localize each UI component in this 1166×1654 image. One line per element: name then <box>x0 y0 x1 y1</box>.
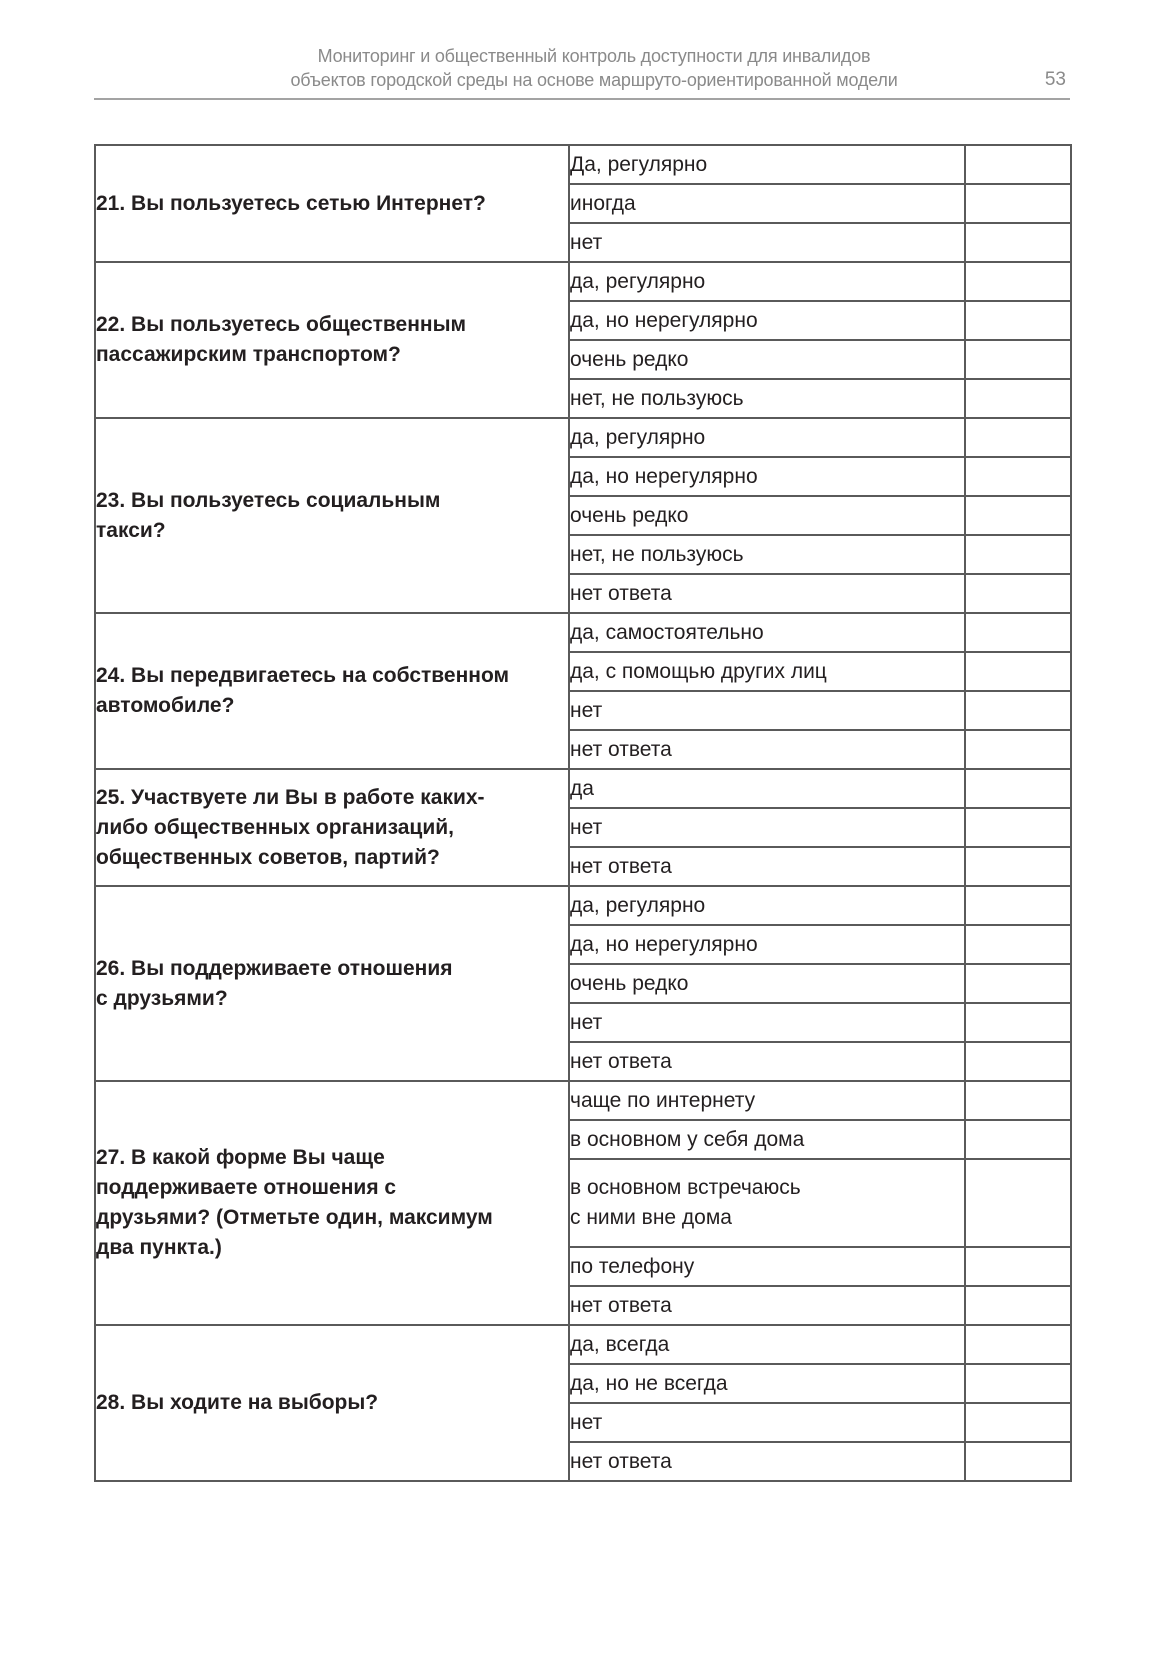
answer-option: нет <box>569 808 965 847</box>
question-22: 22. Вы пользуетесь общественным пассажирским транспортом? <box>95 262 569 418</box>
answer-mark-cell[interactable] <box>965 1042 1071 1081</box>
answer-option: очень редко <box>569 496 965 535</box>
answer-option: очень редко <box>569 340 965 379</box>
table-row <box>95 1081 1071 1120</box>
answer-option: нет ответа <box>569 847 965 886</box>
question-27: 27. В какой форме Вы чаще поддерживаете отношения с друзьями? (Отметьте один, максимум два пункта.) <box>95 1081 569 1325</box>
question-28: 28. Вы ходите на выборы? <box>95 1325 569 1481</box>
answer-mark-cell[interactable] <box>965 340 1071 379</box>
running-head-title <box>244 44 944 92</box>
answer-option: да, но нерегулярно <box>569 457 965 496</box>
answer-mark-cell[interactable] <box>965 574 1071 613</box>
answer-mark-cell[interactable] <box>965 1120 1071 1159</box>
answer-option: да, но нерегулярно <box>569 301 965 340</box>
question-24: 24. Вы передвигаетесь на собственном автомобиле? <box>95 613 569 769</box>
answer-mark-cell[interactable] <box>965 535 1071 574</box>
answer-mark-cell[interactable] <box>965 808 1071 847</box>
answer-mark-cell[interactable] <box>965 301 1071 340</box>
answer-option: в основном у себя дома <box>569 1120 965 1159</box>
running-head-title-line2: объектов городской среды на основе маршруто-ориентированной модели <box>290 70 898 90</box>
answer-option: в основном встречаюсь с ними вне дома <box>569 1159 965 1247</box>
answer-option: да <box>569 769 965 808</box>
answer-mark-cell[interactable] <box>965 379 1071 418</box>
header-rule <box>94 98 1070 100</box>
answer-mark-cell[interactable] <box>965 1325 1071 1364</box>
questionnaire-table <box>94 144 1072 1482</box>
answer-option: да, регулярно <box>569 262 965 301</box>
answer-option: нет ответа <box>569 1042 965 1081</box>
answer-option: очень редко <box>569 964 965 1003</box>
table-row <box>95 613 1071 652</box>
answer-option: нет ответа <box>569 730 965 769</box>
table-row <box>95 262 1071 301</box>
answer-option: нет ответа <box>569 1286 965 1325</box>
answer-option: нет, не пользуюсь <box>569 379 965 418</box>
answer-mark-cell[interactable] <box>965 613 1071 652</box>
answer-option: да, всегда <box>569 1325 965 1364</box>
table-row <box>95 145 1071 184</box>
answer-option: да, самостоятельно <box>569 613 965 652</box>
question-25: 25. Участвуете ли Вы в работе каких- либо общественных организаций, общественных советов, партий? <box>95 769 569 886</box>
page-number: 53 <box>1044 69 1066 90</box>
answer-mark-cell[interactable] <box>965 730 1071 769</box>
table-row <box>95 769 1071 808</box>
answer-mark-cell[interactable] <box>965 769 1071 808</box>
running-head-title-line1: Мониторинг и общественный контроль доступности для инвалидов <box>317 46 871 66</box>
answer-option: да, регулярно <box>569 886 965 925</box>
answer-mark-cell[interactable] <box>965 1247 1071 1286</box>
answer-mark-cell[interactable] <box>965 145 1071 184</box>
answer-mark-cell[interactable] <box>965 262 1071 301</box>
answer-option: нет <box>569 1403 965 1442</box>
answer-option: да, но не всегда <box>569 1364 965 1403</box>
answer-mark-cell[interactable] <box>965 1403 1071 1442</box>
running-head <box>94 40 1070 102</box>
question-26: 26. Вы поддерживаете отношения с друзьями? <box>95 886 569 1081</box>
answer-mark-cell[interactable] <box>965 184 1071 223</box>
answer-mark-cell[interactable] <box>965 1442 1071 1481</box>
answer-option: Да, регулярно <box>569 145 965 184</box>
answer-mark-cell[interactable] <box>965 457 1071 496</box>
answer-option: да, но нерегулярно <box>569 925 965 964</box>
answer-option: иногда <box>569 184 965 223</box>
answer-option: нет ответа <box>569 1442 965 1481</box>
answer-mark-cell[interactable] <box>965 1159 1071 1247</box>
answer-mark-cell[interactable] <box>965 1286 1071 1325</box>
answer-option: нет <box>569 1003 965 1042</box>
answer-mark-cell[interactable] <box>965 886 1071 925</box>
question-23: 23. Вы пользуетесь социальным такси? <box>95 418 569 613</box>
answer-option: нет <box>569 223 965 262</box>
answer-mark-cell[interactable] <box>965 691 1071 730</box>
table-row <box>95 1325 1071 1364</box>
table-row <box>95 418 1071 457</box>
table-row <box>95 886 1071 925</box>
answer-option: да, с помощью других лиц <box>569 652 965 691</box>
answer-mark-cell[interactable] <box>965 418 1071 457</box>
answer-option: по телефону <box>569 1247 965 1286</box>
answer-mark-cell[interactable] <box>965 1003 1071 1042</box>
answer-mark-cell[interactable] <box>965 496 1071 535</box>
answer-option: нет <box>569 691 965 730</box>
question-21: 21. Вы пользуетесь сетью Интернет? <box>95 145 569 262</box>
answer-mark-cell[interactable] <box>965 652 1071 691</box>
answer-mark-cell[interactable] <box>965 223 1071 262</box>
answer-mark-cell[interactable] <box>965 847 1071 886</box>
answer-mark-cell[interactable] <box>965 964 1071 1003</box>
answer-option: нет ответа <box>569 574 965 613</box>
answer-mark-cell[interactable] <box>965 1364 1071 1403</box>
answer-option: чаще по интернету <box>569 1081 965 1120</box>
answer-mark-cell[interactable] <box>965 1081 1071 1120</box>
answer-option: да, регулярно <box>569 418 965 457</box>
answer-mark-cell[interactable] <box>965 925 1071 964</box>
answer-option: нет, не пользуюсь <box>569 535 965 574</box>
